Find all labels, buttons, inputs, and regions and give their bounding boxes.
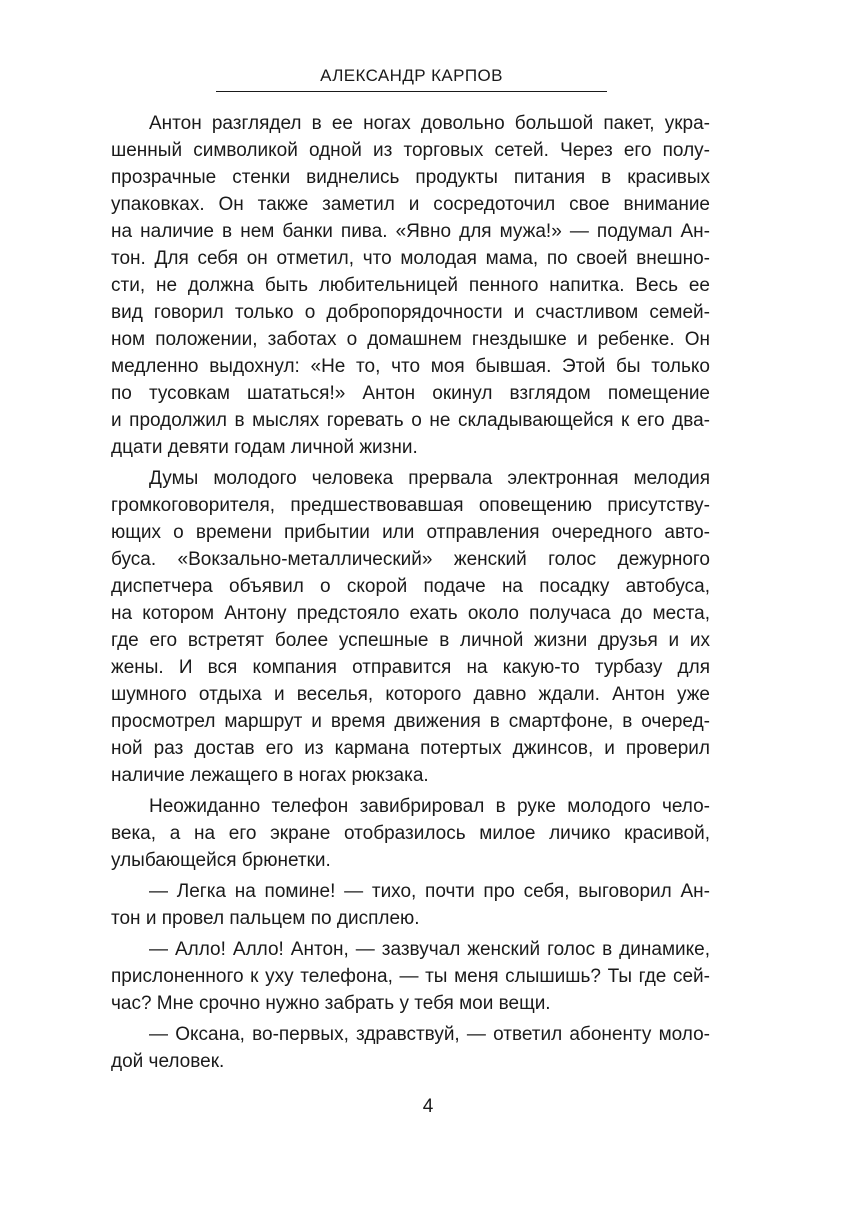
text-line: века, а на его экране отобразилось милое личико красивой, xyxy=(111,823,710,844)
text-line: — Оксана, во-первых, здравствуй, — ответил абоненту моло- xyxy=(149,1024,710,1045)
text-line: ном положении, заботах о домашнем гнездышке и ребенке. Он xyxy=(111,329,710,350)
text-line: — Легка на помине! — тихо, почти про себя, выговорил Ан- xyxy=(149,881,710,902)
text-line: по тусовкам шататься!» Антон окинул взглядом помещение xyxy=(111,383,710,404)
text-line: ной раз достав его из кармана потертых джинсов, и проверил xyxy=(111,738,710,759)
text-line: медленно выдохнул: «Не то, что моя бывшая. Этой бы только xyxy=(111,356,710,377)
text-line: наличие лежащего в ногах рюкзака. xyxy=(111,765,429,786)
text-line: громкоговорителя, предшествовавшая оповещению присутству- xyxy=(111,495,710,516)
text-line: тон. Для себя он отметил, что молодая мама, по своей внешно- xyxy=(111,248,710,269)
text-line: Думы молодого человека прервала электронная мелодия xyxy=(149,468,710,489)
text-line: прозрачные стенки виднелись продукты питания в красивых xyxy=(111,167,710,188)
text-line: где его встретят более успешные в личной жизни друзья и их xyxy=(111,630,710,651)
text-line: шенный символикой одной из торговых сетей. Через его полу- xyxy=(111,140,710,161)
text-line: и продолжил в мыслях горевать о не складывающейся к его два- xyxy=(111,410,710,431)
text-line: ющих о времени прибытии или отправления очередного авто- xyxy=(111,522,710,543)
text-line: диспетчера объявил о скорой подаче на посадку автобуса, xyxy=(111,576,710,597)
header-rule xyxy=(216,91,607,92)
text-line: час? Мне срочно нужно забрать у тебя мои вещи. xyxy=(111,993,551,1014)
text-line: просмотрел маршрут и время движения в смартфоне, в очеред- xyxy=(111,711,710,732)
text-line: жены. И вся компания отправится на какую-то турбазу для xyxy=(111,657,710,678)
paragraph xyxy=(111,465,710,789)
text-line: на котором Антону предстояло ехать около получаса до места, xyxy=(111,603,710,624)
text-line: шумного отдыха и веселья, которого давно ждали. Антон уже xyxy=(111,684,710,705)
text-line: прислоненного к уху телефона, — ты меня слышишь? Ты где сей- xyxy=(111,966,710,987)
paragraph xyxy=(111,936,710,1017)
page-number: 4 xyxy=(422,1096,434,1117)
running-header-title: АЛЕКСАНДР КАРПОВ xyxy=(320,66,503,85)
text-line: улыбающейся брюнетки. xyxy=(111,850,331,871)
paragraph xyxy=(111,110,710,461)
text-line: упаковках. Он также заметил и сосредоточил свое внимание xyxy=(111,194,710,215)
text-line: дой человек. xyxy=(111,1051,225,1072)
text-line: — Алло! Алло! Антон, — зазвучал женский голос в динамике, xyxy=(149,939,710,960)
text-line: вид говорил только о добропорядочности и счастливом семей- xyxy=(111,302,710,323)
paragraph xyxy=(111,793,710,874)
text-line: дцати девяти годам личной жизни. xyxy=(111,437,418,458)
body-text xyxy=(111,110,710,1075)
paragraph xyxy=(111,878,710,932)
text-line: на наличие в нем банки пива. «Явно для мужа!» — подумал Ан- xyxy=(111,221,710,242)
text-line: буса. «Вокзально-металлический» женский голос дежурного xyxy=(111,549,710,570)
text-line: сти, не должна быть любительницей пенного напитка. Весь ее xyxy=(111,275,710,296)
text-line: тон и провел пальцем по дисплею. xyxy=(111,908,420,929)
paragraph xyxy=(111,1021,710,1075)
text-line: Антон разглядел в ее ногах довольно большой пакет, укра- xyxy=(149,113,710,134)
text-line: Неожиданно телефон завибрировал в руке молодого чело- xyxy=(149,796,710,817)
